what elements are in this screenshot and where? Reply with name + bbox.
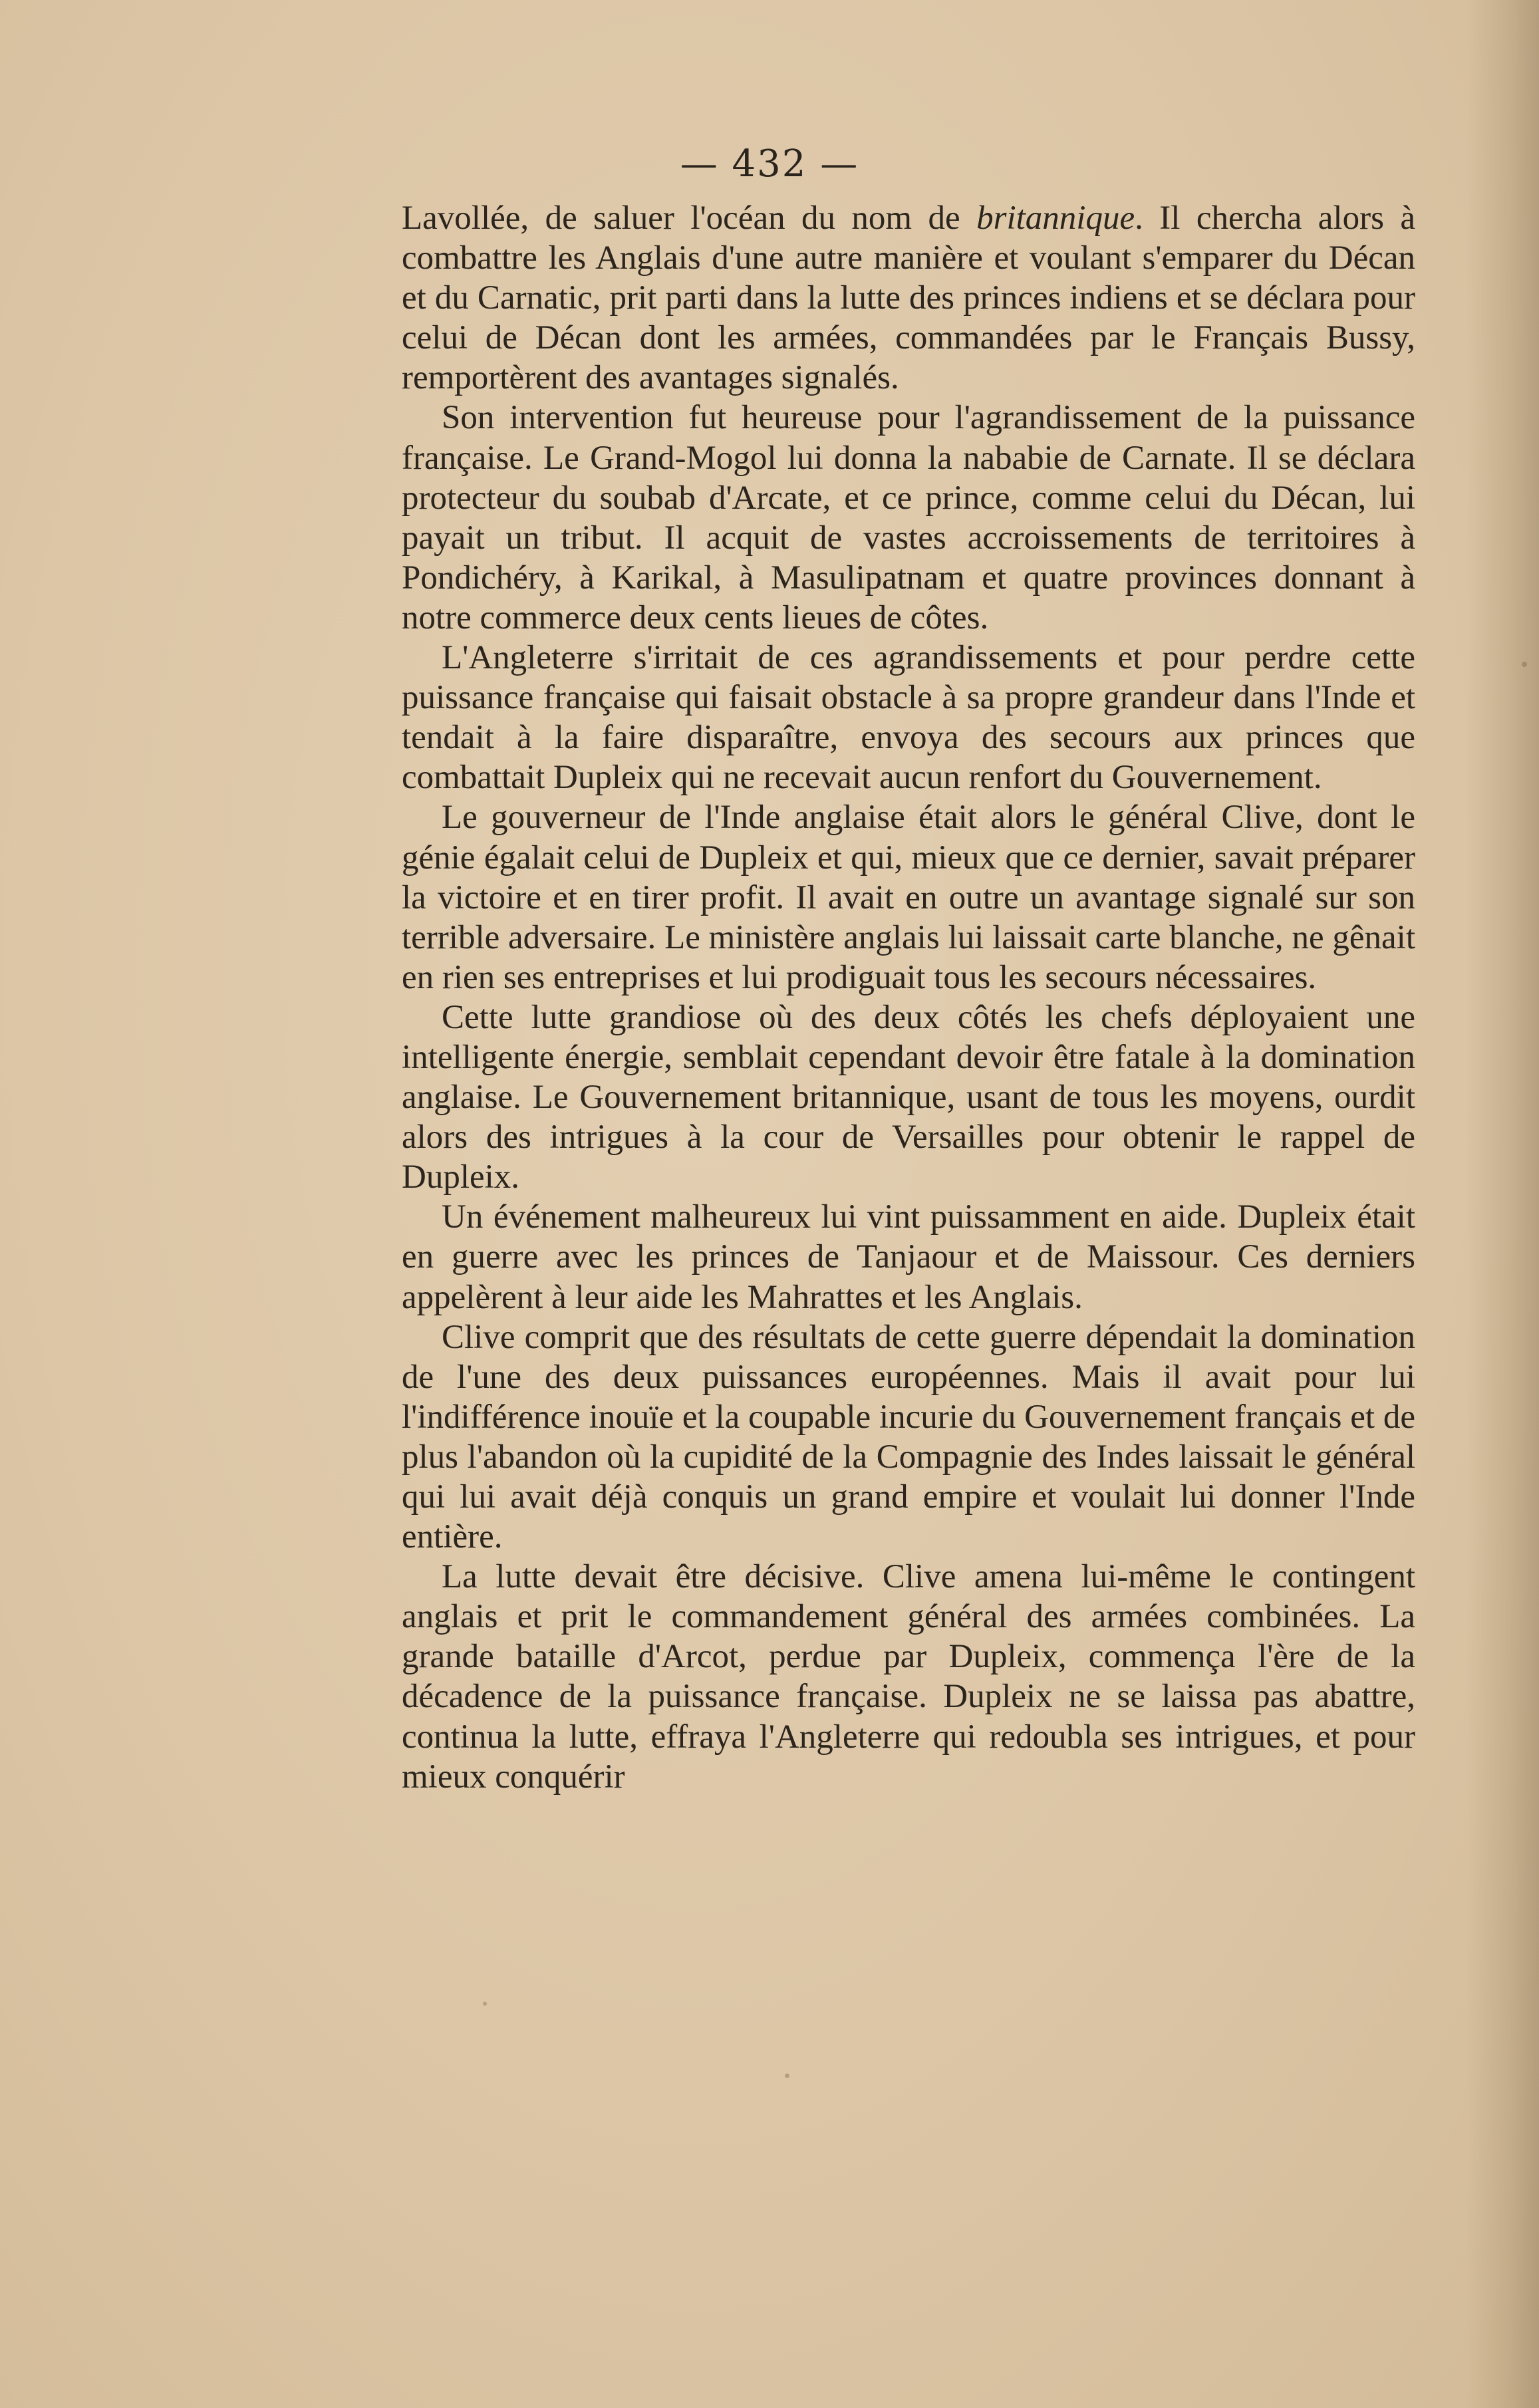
paper-speck: [483, 2002, 487, 2006]
paragraph: Un événement malheureux lui vint puissamment en aide. Dupleix était en guerre avec les princes de Tanjaour et de Maissour. Ces derniers appelèrent à leur aide les Mahrattes et les Anglais.: [402, 1198, 1415, 1316]
paragraph: L'Angleterre s'irritait de ces agrandissements et pour perdre cette puissance française qui faisait obstacle à sa propre grandeur dans l'Inde et tendait à la faire disparaître, envoya des secours aux princes que combattait Dupleix qui ne recevait aucun renfort du Gouvernement.: [402, 639, 1415, 797]
paragraph: Le gouverneur de l'Inde anglaise était alors le général Clive, dont le génie égalait celui de Dupleix et qui, mieux que ce dernier, savait préparer la victoire et en tirer profit. Il avait en outre un avantage signalé sur son terrible adversaire. Le ministère anglais lui laissait carte blanche, ne gênait en rien ses entreprises et lui prodiguait tous les secours nécessaires.: [402, 799, 1415, 996]
paragraph: Cette lutte grandiose où des deux côtés les chefs déployaient une intelligente énergie, semblait cependant devoir être fatale à la domination anglaise. Le Gouvernement britannique, usant de tous les moyens, ourdit alors des intrigues à la cour de Versailles pour obtenir le rappel de Dupleix.: [402, 998, 1415, 1196]
paragraph-text: . Il chercha alors à combattre les Anglais d'une autre manière et voulant s'emparer du Décan et du Carnatic, prit parti dans la lutte des princes indiens et se déclara pour celui de Décan dont les armées, commandées par le Français Bussy, remportèrent des avantages signalés.: [402, 200, 1415, 397]
paragraph: Clive comprit que des résultats de cette guerre dépendait la domination de l'une des deux puissances européennes. Mais il avait pour lui l'indifférence inouïe et la coupable incurie du Gouvernement français et de plus l'abandon où la cupidité de la Compagnie des Indes laissait le général qui lui avait déjà conquis un grand empire et voulait lui donner l'Inde entière.: [402, 1318, 1415, 1556]
page-edge-shadow: [1466, 0, 1539, 2408]
italic-word: britannique: [976, 200, 1135, 237]
paragraph: La lutte devait être décisive. Clive amena lui-même le contingent anglais et prit le commandement général des armées combinées. La grande bataille d'Arcot, perdue par Dupleix, commença l'ère de la décadence de la puissance française. Dupleix ne se laissa pas abattre, continua la lutte, effraya l'Angleterre qui redoubla ses intrigues, et pour mieux conquérir: [402, 1558, 1415, 1796]
paper-speck: [785, 2074, 789, 2078]
body-text: [402, 198, 1415, 1797]
page-number: — 432 —: [680, 142, 859, 186]
paper-speck: [1522, 662, 1527, 667]
paragraph: [402, 198, 1415, 398]
paragraph-text: Lavollée, de saluer l'océan du nom de: [402, 200, 977, 237]
paragraph: Son intervention fut heureuse pour l'agrandissement de la puissance française. Le Grand-Mogol lui donna la nababie de Carnate. Il se déclara protecteur du soubab d'Arcate, et ce prince, comme celui du Décan, lui payait un tribut. Il acquit de vastes accroissements de territoires à Pondichéry, à Karikal, à Masulipatnam et quatre provinces donnant à notre commerce deux cents lieues de côtes.: [402, 399, 1415, 636]
